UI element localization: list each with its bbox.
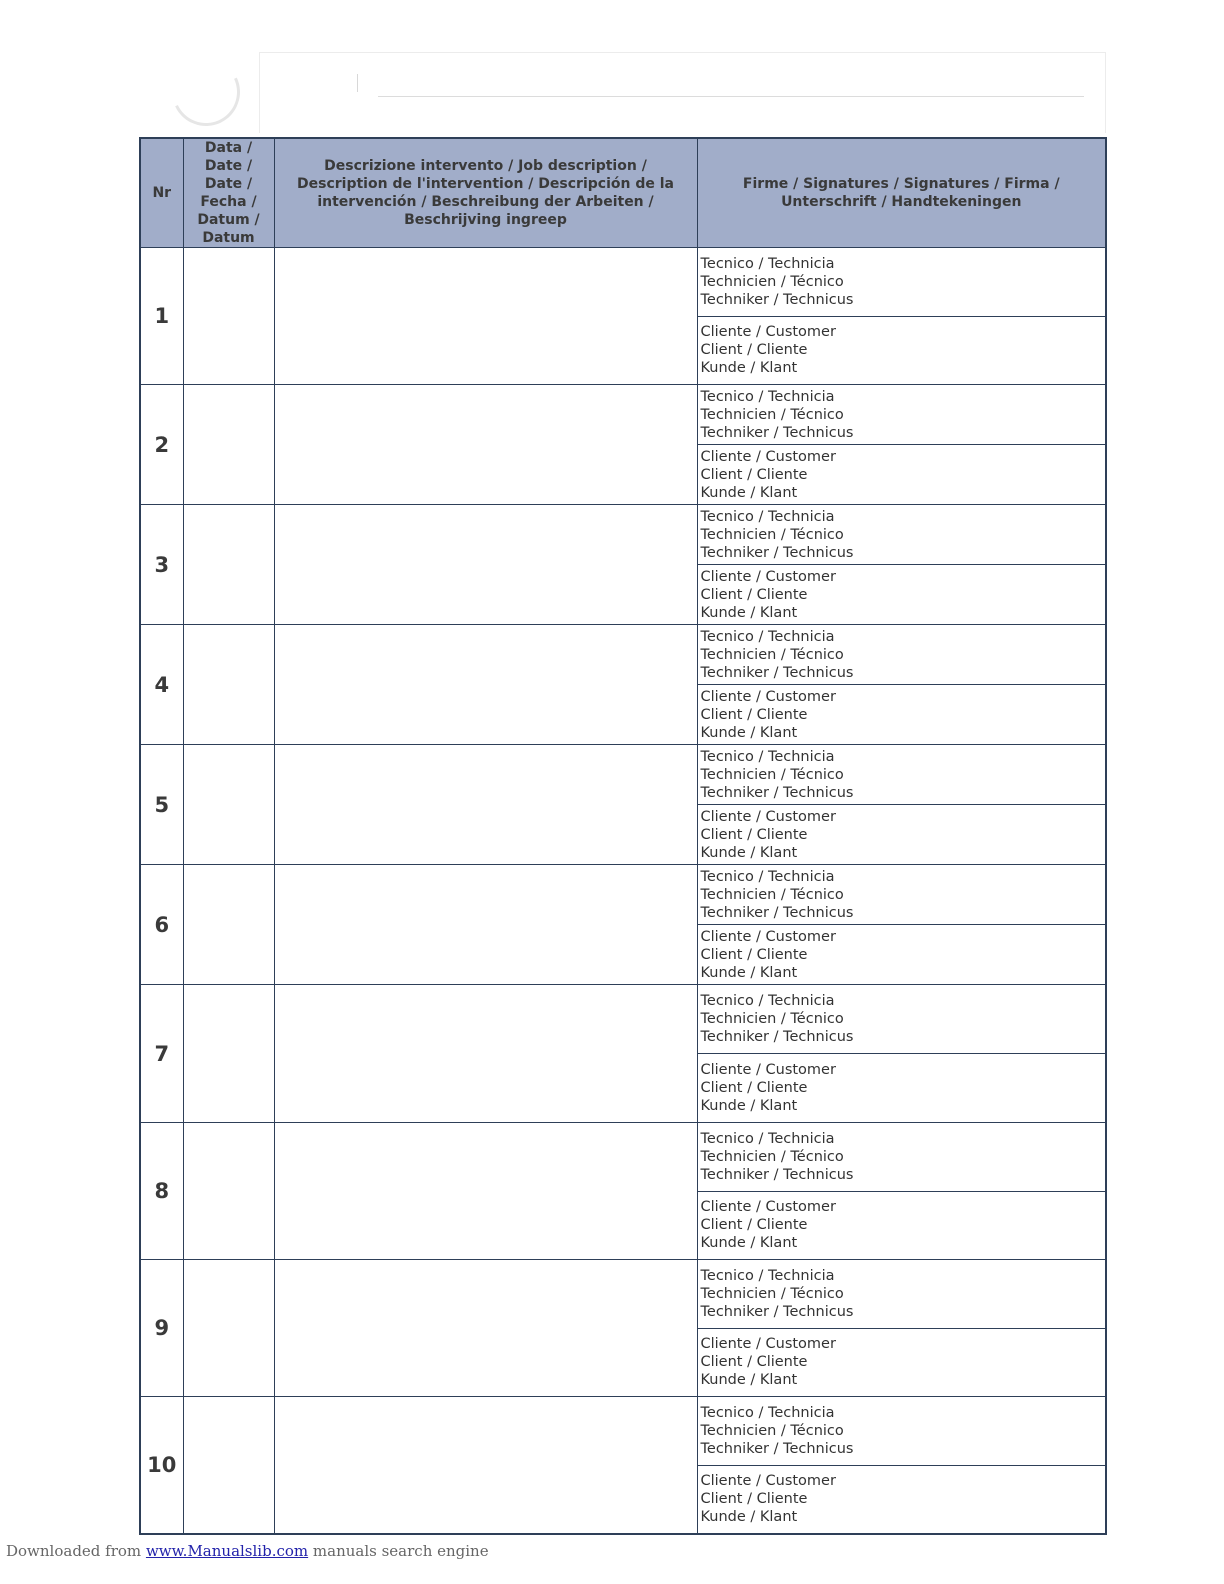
technician-label-line: Techniker / Technicus xyxy=(700,424,854,441)
row-number: 10 xyxy=(140,1397,183,1535)
customer-label-line: Kunde / Klant xyxy=(700,1372,798,1389)
header-description: Descrizione intervento / Job description / Description de l'intervention / Descripción de la intervención / Beschreibung der Arbeiten / Beschrijving ingreep xyxy=(274,138,697,248)
technician-label-line: Techniker / Technicus xyxy=(700,1029,854,1045)
header-date: Data / Date / Date / Fecha / Datum / Datum xyxy=(183,138,274,248)
technician-label-line: Tecnico / Technicia xyxy=(700,993,835,1009)
customer-signature-block[interactable] xyxy=(698,1053,1106,1122)
customer-signature-block[interactable] xyxy=(698,564,1106,624)
customer-signature-block[interactable] xyxy=(698,804,1106,864)
description-cell[interactable] xyxy=(274,1123,697,1260)
technician-label-line: Technicien / Técnico xyxy=(700,526,844,543)
customer-signature-block[interactable] xyxy=(698,1465,1106,1534)
signatures-cell xyxy=(697,385,1106,505)
technician-label-line: Technicien / Técnico xyxy=(700,406,844,423)
signatures-cell xyxy=(697,745,1106,865)
customer-label-line: Kunde / Klant xyxy=(700,1098,798,1114)
maintenance-log-table xyxy=(139,137,1107,1535)
table-row xyxy=(140,985,1106,1123)
technician-label-line: Tecnico / Technicia xyxy=(700,388,835,405)
customer-label-line: Client / Cliente xyxy=(700,1217,808,1234)
technician-label-line: Tecnico / Technicia xyxy=(700,628,835,645)
table-row xyxy=(140,1260,1106,1397)
description-cell[interactable] xyxy=(274,1260,697,1397)
technician-label-line: Technicien / Técnico xyxy=(700,1285,844,1302)
customer-label-line: Client / Cliente xyxy=(700,1491,808,1508)
customer-label-line: Cliente / Customer xyxy=(700,1062,836,1078)
technician-signature-block[interactable] xyxy=(698,1123,1106,1191)
signatures-cell xyxy=(697,248,1106,385)
date-cell[interactable] xyxy=(183,625,274,745)
table-row xyxy=(140,248,1106,385)
technician-signature-block[interactable] xyxy=(698,865,1106,924)
date-cell[interactable] xyxy=(183,745,274,865)
header-signatures: Firme / Signatures / Signatures / Firma / Unterschrift / Handtekeningen xyxy=(697,138,1106,248)
customer-label-line: Cliente / Customer xyxy=(700,808,836,825)
signature-blocks xyxy=(698,1397,1106,1533)
logo-arc xyxy=(162,48,249,135)
customer-signature-block[interactable] xyxy=(698,924,1106,984)
signature-blocks xyxy=(698,865,1106,984)
customer-label-line: Kunde / Klant xyxy=(700,604,798,621)
customer-label-line: Kunde / Klant xyxy=(700,724,798,741)
row-number: 8 xyxy=(140,1123,183,1260)
customer-signature-block[interactable] xyxy=(698,684,1106,744)
date-cell[interactable] xyxy=(183,248,274,385)
technician-label-line: Technicien / Técnico xyxy=(700,1011,844,1027)
row-number: 6 xyxy=(140,865,183,985)
table-row xyxy=(140,745,1106,865)
technician-signature-block[interactable] xyxy=(698,1397,1106,1465)
technician-label-line: Technicien / Técnico xyxy=(700,766,844,783)
technician-label-line: Tecnico / Technicia xyxy=(700,868,835,885)
date-cell[interactable] xyxy=(183,865,274,985)
technician-label-line: Technicien / Técnico xyxy=(700,646,844,663)
signatures-cell xyxy=(697,1397,1106,1535)
date-cell[interactable] xyxy=(183,1397,274,1535)
signatures-cell xyxy=(697,505,1106,625)
description-cell[interactable] xyxy=(274,385,697,505)
customer-signature-block[interactable] xyxy=(698,316,1106,385)
technician-label-line: Tecnico / Technicia xyxy=(700,508,835,525)
customer-label-line: Kunde / Klant xyxy=(700,1509,798,1526)
description-cell[interactable] xyxy=(274,505,697,625)
header-line xyxy=(378,96,1084,97)
customer-label-line: Kunde / Klant xyxy=(700,484,798,501)
signature-blocks xyxy=(698,1260,1106,1396)
customer-label-line: Kunde / Klant xyxy=(700,844,798,861)
footer xyxy=(6,1542,489,1560)
customer-label-line: Cliente / Customer xyxy=(700,448,836,465)
technician-label-line: Tecnico / Technicia xyxy=(700,1130,835,1147)
manualslib-link[interactable]: www.Manualslib.com xyxy=(145,1542,309,1560)
row-number: 2 xyxy=(140,385,183,505)
signature-blocks xyxy=(698,625,1106,744)
customer-label-line: Cliente / Customer xyxy=(700,1199,836,1216)
technician-label-line: Techniker / Technicus xyxy=(700,1303,854,1320)
customer-label-line: Cliente / Customer xyxy=(700,688,836,705)
signature-blocks xyxy=(698,505,1106,624)
technician-label-line: Techniker / Technicus xyxy=(700,664,854,681)
row-number: 5 xyxy=(140,745,183,865)
technician-signature-block[interactable] xyxy=(698,985,1106,1053)
customer-label-line: Kunde / Klant xyxy=(700,1235,798,1252)
table-row xyxy=(140,505,1106,625)
signatures-cell xyxy=(697,1123,1106,1260)
signature-blocks xyxy=(698,385,1106,504)
customer-label-line: Cliente / Customer xyxy=(700,568,836,585)
customer-label-line: Cliente / Customer xyxy=(700,1473,836,1490)
technician-label-line: Techniker / Technicus xyxy=(700,1166,854,1183)
customer-label-line: Client / Cliente xyxy=(700,342,808,359)
row-number: 7 xyxy=(140,985,183,1123)
row-number: 4 xyxy=(140,625,183,745)
header-box xyxy=(259,52,1106,133)
customer-label-line: Client / Cliente xyxy=(700,1080,808,1096)
row-number: 9 xyxy=(140,1260,183,1397)
signature-blocks xyxy=(698,1123,1106,1259)
customer-label-line: Kunde / Klant xyxy=(700,360,798,377)
signature-blocks xyxy=(698,745,1106,864)
customer-label-line: Client / Cliente xyxy=(700,826,808,843)
table-header-row xyxy=(140,138,1106,248)
customer-label-line: Client / Cliente xyxy=(700,1354,808,1371)
date-cell[interactable] xyxy=(183,1123,274,1260)
customer-label-line: Client / Cliente xyxy=(700,706,808,723)
technician-signature-block[interactable] xyxy=(698,1260,1106,1328)
technician-label-line: Technicien / Técnico xyxy=(700,1148,844,1165)
signatures-cell xyxy=(697,985,1106,1123)
customer-label-line: Client / Cliente xyxy=(700,586,808,603)
table-row xyxy=(140,385,1106,505)
technician-signature-block[interactable] xyxy=(698,625,1106,684)
date-cell[interactable] xyxy=(183,385,274,505)
table-row xyxy=(140,1397,1106,1535)
customer-label-line: Client / Cliente xyxy=(700,946,808,963)
description-cell[interactable] xyxy=(274,745,697,865)
technician-signature-block[interactable] xyxy=(698,248,1106,316)
signature-blocks xyxy=(698,985,1106,1122)
header-divider xyxy=(357,74,358,92)
technician-label-line: Technicien / Técnico xyxy=(700,886,844,903)
technician-label-line: Techniker / Technicus xyxy=(700,291,854,308)
customer-signature-block[interactable] xyxy=(698,1328,1106,1397)
technician-label-line: Tecnico / Technicia xyxy=(700,1404,835,1421)
footer-suffix: manuals search engine xyxy=(312,1542,489,1560)
technician-label-line: Techniker / Technicus xyxy=(700,1440,854,1457)
customer-label-line: Kunde / Klant xyxy=(700,964,798,981)
description-cell[interactable] xyxy=(274,1397,697,1535)
signature-blocks xyxy=(698,248,1106,384)
description-cell[interactable] xyxy=(274,865,697,985)
table-body xyxy=(140,248,1106,1535)
footer-prefix: Downloaded from xyxy=(6,1542,142,1560)
signatures-cell xyxy=(697,625,1106,745)
row-number: 3 xyxy=(140,505,183,625)
signatures-cell xyxy=(697,1260,1106,1397)
description-cell[interactable] xyxy=(274,248,697,385)
technician-signature-block[interactable] xyxy=(698,505,1106,564)
technician-label-line: Tecnico / Technicia xyxy=(700,748,835,765)
technician-label-line: Technicien / Técnico xyxy=(700,1422,844,1439)
date-cell[interactable] xyxy=(183,985,274,1123)
technician-signature-block[interactable] xyxy=(698,745,1106,804)
technician-label-line: Techniker / Technicus xyxy=(700,784,854,801)
date-cell[interactable] xyxy=(183,1260,274,1397)
customer-label-line: Cliente / Customer xyxy=(700,324,836,341)
signatures-cell xyxy=(697,865,1106,985)
description-cell[interactable] xyxy=(274,625,697,745)
customer-signature-block[interactable] xyxy=(698,1191,1106,1260)
customer-label-line: Client / Cliente xyxy=(700,466,808,483)
technician-signature-block[interactable] xyxy=(698,385,1106,444)
technician-label-line: Techniker / Technicus xyxy=(700,544,854,561)
technician-label-line: Techniker / Technicus xyxy=(700,904,854,921)
table-row xyxy=(140,625,1106,745)
customer-label-line: Cliente / Customer xyxy=(700,1336,836,1353)
date-cell[interactable] xyxy=(183,505,274,625)
technician-label-line: Technicien / Técnico xyxy=(700,273,844,290)
header-nr: Nr xyxy=(140,138,183,248)
technician-label-line: Tecnico / Technicia xyxy=(700,255,835,272)
table-row xyxy=(140,865,1106,985)
customer-signature-block[interactable] xyxy=(698,444,1106,504)
description-cell[interactable] xyxy=(274,985,697,1123)
table-row xyxy=(140,1123,1106,1260)
row-number: 1 xyxy=(140,248,183,385)
technician-label-line: Tecnico / Technicia xyxy=(700,1267,835,1284)
customer-label-line: Cliente / Customer xyxy=(700,928,836,945)
